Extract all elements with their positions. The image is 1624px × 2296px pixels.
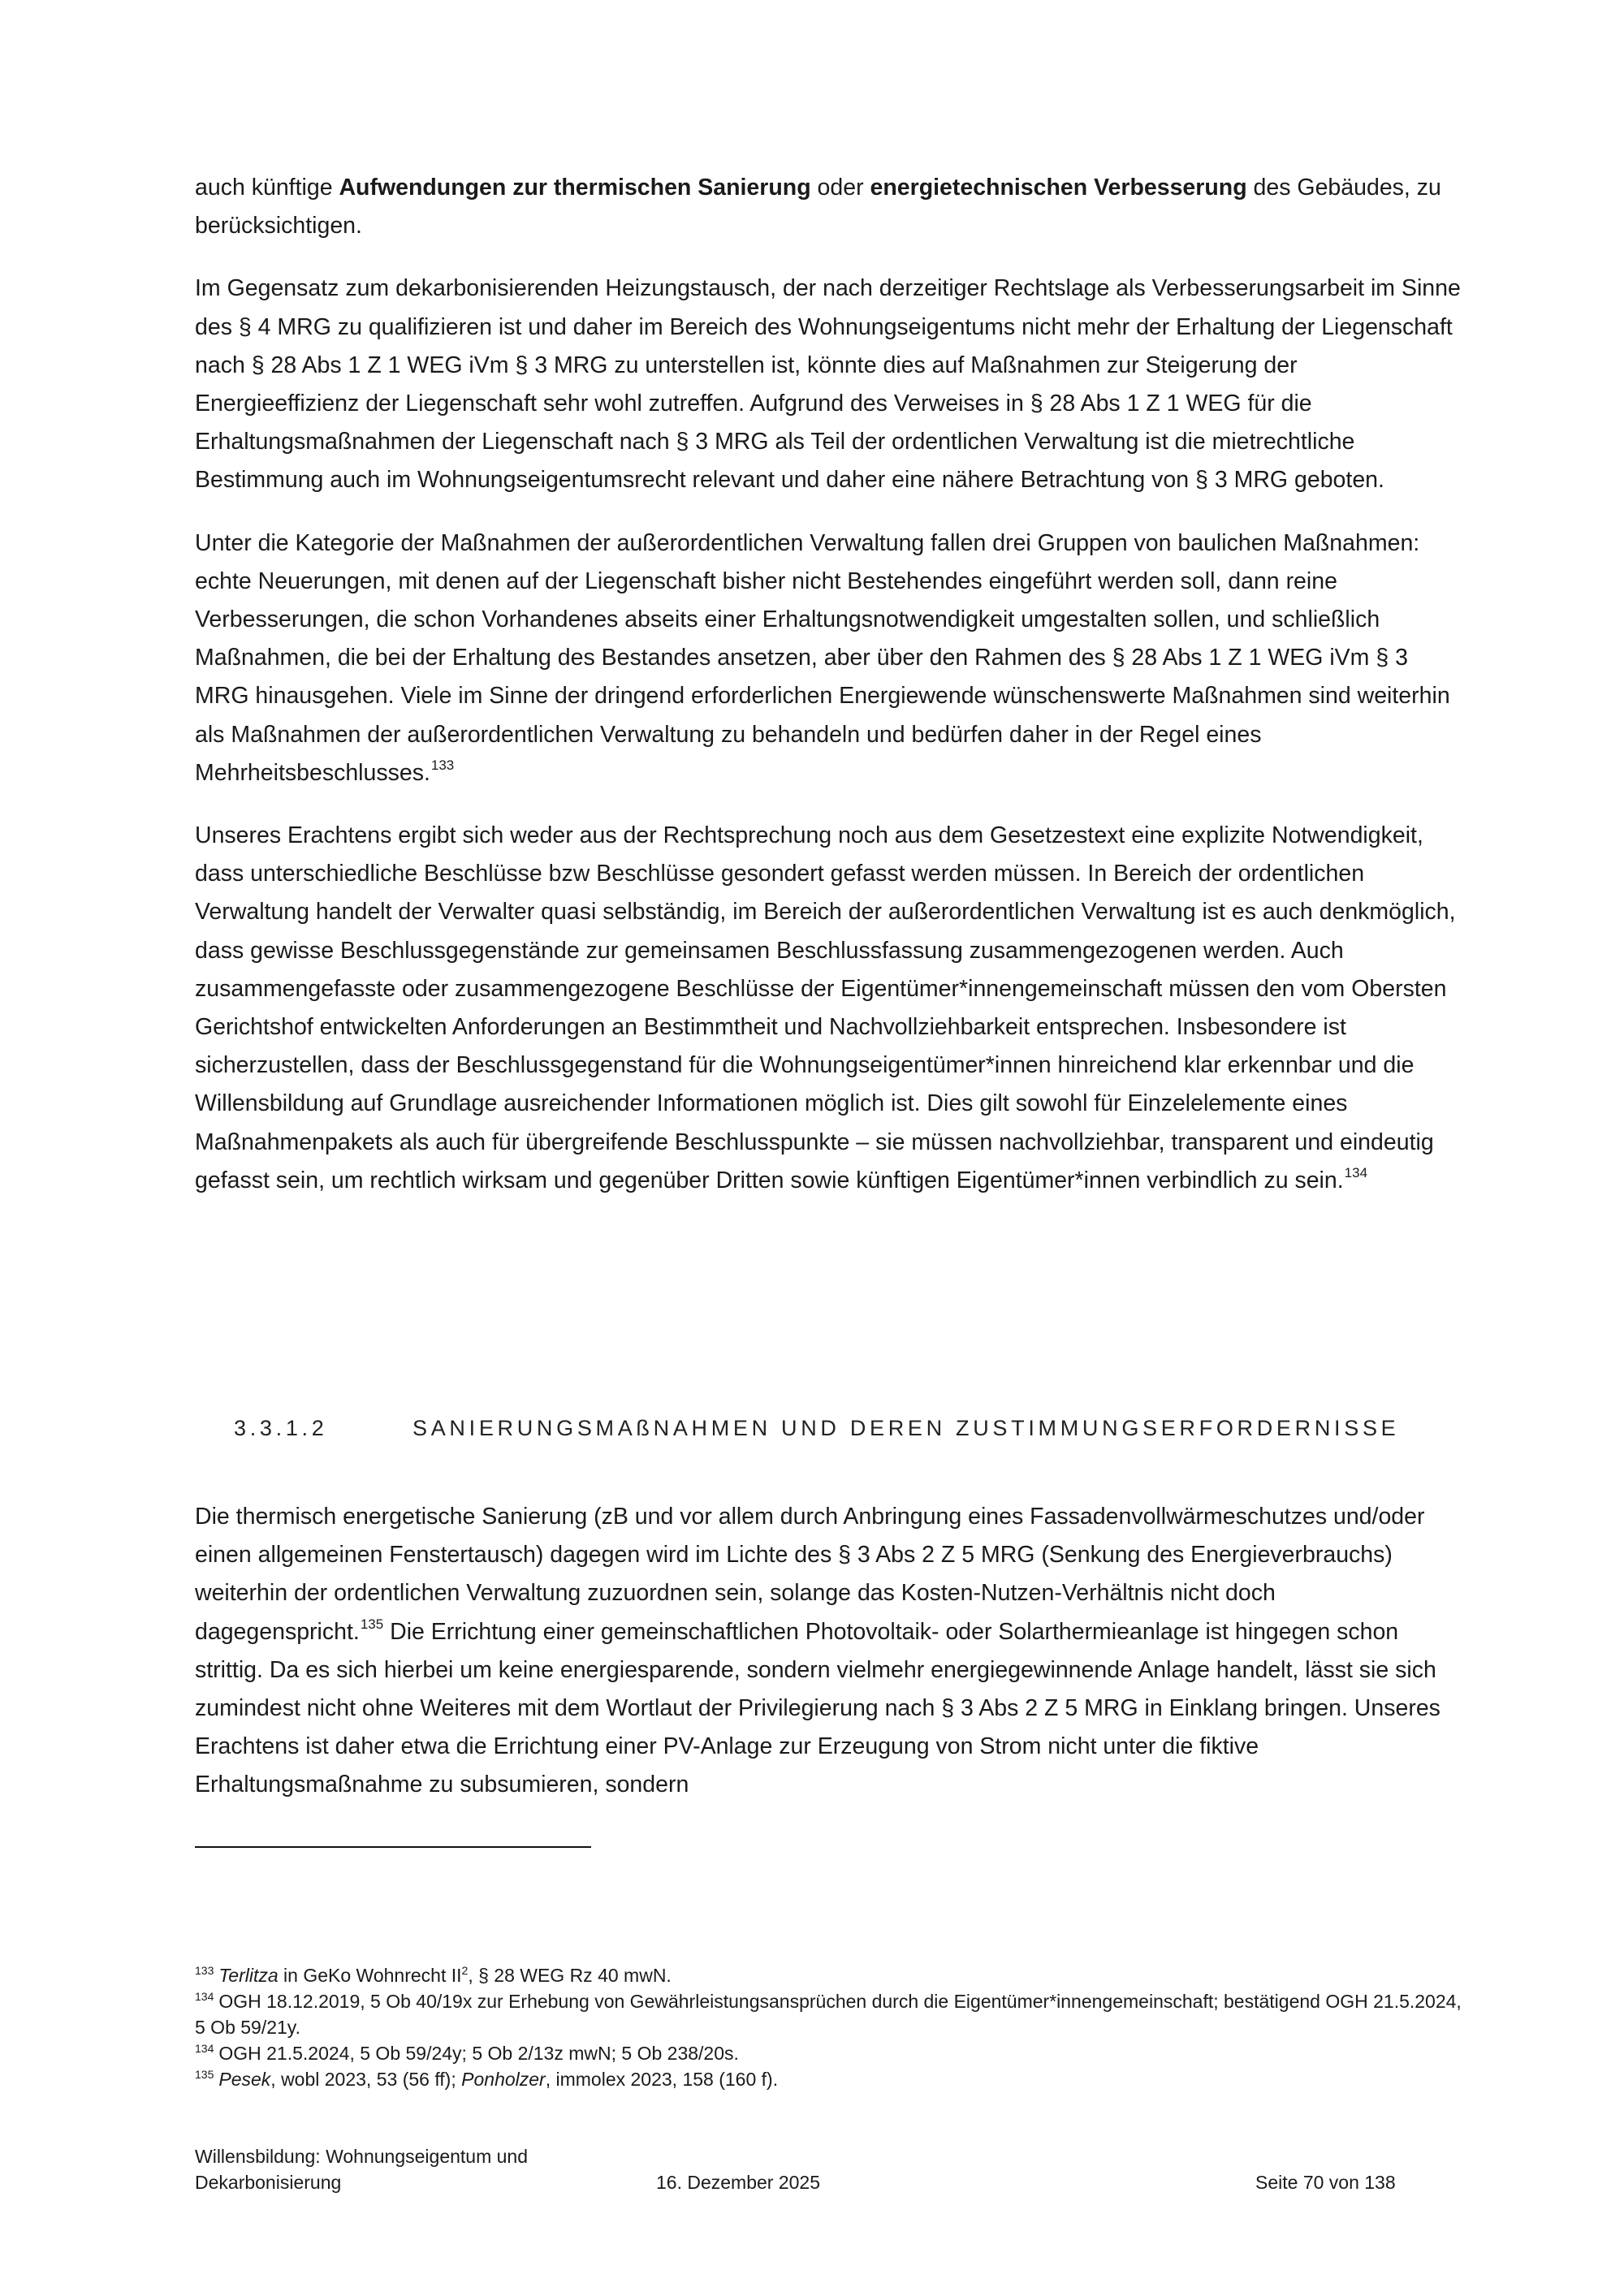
author: Pesek <box>218 2069 271 2090</box>
author: Ponholzer <box>461 2069 546 2090</box>
footnote: $^{134}$ OGH 18.12.2019, 5 Ob 40/19x zur Erhebung von Gewährleistungsansprüchen durch die Eigentümer*innengemeinschaft; bestätigend OGH 21.5.2024, 5 Ob 59/21y. <box>195 1990 1462 2038</box>
paragraph-5: Die thermisch energetische Sanierung (zB und vor allem durch Anbringung eines Fassadenvollwärmeschutzes und/oder einen allgemeinen Fenstertausch) dagegen wird im Lichte des § 3 Abs 2 Z 5 MRG (Senkung des Energieverbrauchs) weiterhin der ordentlichen Verwaltung zuzuordnen sein, solange das Kosten-Nutzen-Verhältnis nicht doch dagegenspricht.$^{135}$ Die Errichtung einer gemeinschaftlichen Photovoltaik- oder Solarthermieanlage ist hingegen schon strittig. Da es sich hierbei um keine energiesparende, sondern vielmehr energiegewinnende Anlage handelt, lässt sie sich zumindest nicht ohne Weiteres mit dem Wortlaut der Privilegierung nach § 3 Abs 2 Z 5 MRG in Einklang bringen. Unseres Erachtens ist daher etwa die Errichtung einer PV-Anlage zur Erzeugung von Strom nicht unter die fiktive Erhaltungsmaßnahme zu subsumieren, sondern <box>195 1504 1440 1798</box>
footnote-separator <box>195 1846 591 1848</box>
footnote-ref[interactable]: 133 <box>430 757 455 773</box>
footer-document-title: Willensbildung: Wohnungseigentum und Dekarbonisierung <box>195 2146 529 2193</box>
section-title: SANIERUNGSMAßNAHMEN UND DEREN ZUSTIMMUNGSERFORDERNISSE <box>412 1416 1400 1440</box>
footnotes <box>195 1962 1462 2092</box>
footnote: $^{133}$ Terlitza in GeKo Wohnrecht $II^2$, § 28 WEG Rz 40 mwN. <box>195 1964 672 1986</box>
footer-date: 16. Dezember 2025 <box>656 2172 821 2193</box>
main-text <box>195 169 1462 1224</box>
author: Terlitza <box>218 1965 279 1986</box>
paragraph-4: Unseres Erachtens ergibt sich weder aus der Rechtsprechung noch aus dem Gesetzestext eine explizite Notwendigkeit, dass unterschiedliche Beschlüsse bzw Beschlüsse gesondert gefasst werden müssen. In Bereich der ordentlichen Verwaltung handelt der Verwalter quasi selbständig, im Bereich der außerordentlichen Verwaltung ist es auch denkmöglich, dass gewisse Beschlussgegenstände zur gemeinsamen Beschlussfassung zusammengezogenen werden. Auch zusammengefasste oder zusammengezogene Beschlüsse der Eigentümer*innengemeinschaft müssen den vom Obersten Gerichtshof entwickelten Anforderungen an Bestimmtheit und Nachvollziehbarkeit entsprechen. Insbesondere ist sicherzustellen, dass der Beschlussgegenstand für die Wohnungseigentümer*innen hinreichend klar erkennbar und die Willensbildung auf Grundlage ausreichender Informationen möglich ist. Dies gilt sowohl für Einzelelemente eines Maßnahmenpakets als auch für übergreifende Beschlusspunkte – sie müssen nachvollziehbar, transparent und eindeutig gefasst sein, um rechtlich wirksam und gegenüber Dritten sowie künftigen Eigentümer*innen verbindlich zu sein.$^{134}$ <box>195 822 1456 1193</box>
main-text-2 <box>195 1498 1462 1829</box>
bold-term: Aufwendungen zur thermischen Sanierung <box>339 175 811 201</box>
footnote: $^{134}$ OGH 21.5.2024, 5 Ob 59/24y; 5 Ob 2/13z mwN; 5 Ob 238/20s. <box>195 2042 739 2064</box>
paragraph-1: auch künftige Aufwendungen zur thermischen Sanierung oder energietechnischen Verbesserung des Gebäudes, zu berücksichtigen. <box>195 175 1441 240</box>
paragraph-2: Im Gegensatz zum dekarbonisierenden Heizungstausch, der nach derzeitiger Rechtslage als Verbesserungsarbeit im Sinne des § 4 MRG zu qualifizieren ist und daher im Bereich des Wohnungseigentums nicht mehr der Erhaltung der Liegenschaft nach § 28 Abs 1 Z 1 WEG iVm § 3 MRG zu unterstellen ist, könnte dies auf Maßnahmen zur Steigerung der Energieeffizienz der Liegenschaft sehr wohl zutreffen. Aufgrund des Verweises in § 28 Abs 1 Z 1 WEG für die Erhaltungsmaßnahmen der Liegenschaft nach § 3 MRG als Teil der ordentlichen Verwaltung ist die mietrechtliche Bestimmung auch im Wohnungseigentumsrecht relevant und daher eine nähere Betrachtung von § 3 MRG geboten. <box>195 275 1461 494</box>
footnote-ref[interactable]: 134 <box>1344 1164 1368 1180</box>
section-number: 3.3.1.2 <box>234 1416 328 1440</box>
page-footer <box>195 2143 1462 2200</box>
footer-page-number: Seite 70 von 138 <box>1255 2172 1396 2193</box>
paragraph-3: Unter die Kategorie der Maßnahmen der außerordentlichen Verwaltung fallen drei Gruppen von baulichen Maßnahmen: echte Neuerungen, mit denen auf der Liegenschaft bisher nicht Bestehendes eingeführt werden soll, dann reine Verbesserungen, die schon Vorhandenes abseits einer Erhaltungsnotwendigkeit umgestalten sollen, und schließlich Maßnahmen, die bei der Erhaltung des Bestandes ansetzen, aber über den Rahmen des § 28 Abs 1 Z 1 WEG iVm § 3 MRG hinausgehen. Viele im Sinne der dringend erforderlichen Energiewende wünschenswerte Maßnahmen sind weiterhin als Maßnahmen der außerordentlichen Verwaltung zu behandeln und bedürfen daher in der Regel eines Mehrheitsbeschlusses.$^{133}$ <box>195 529 1450 786</box>
footnote-ref[interactable]: 135 <box>360 1616 384 1632</box>
footnote: $^{135}$ Pesek, wobl 2023, 53 (56 ff); Ponholzer, immolex 2023, 158 (160 f). <box>195 2068 779 2090</box>
section-heading <box>234 1416 1399 1441</box>
bold-term: energietechnischen Verbesserung <box>870 175 1247 201</box>
